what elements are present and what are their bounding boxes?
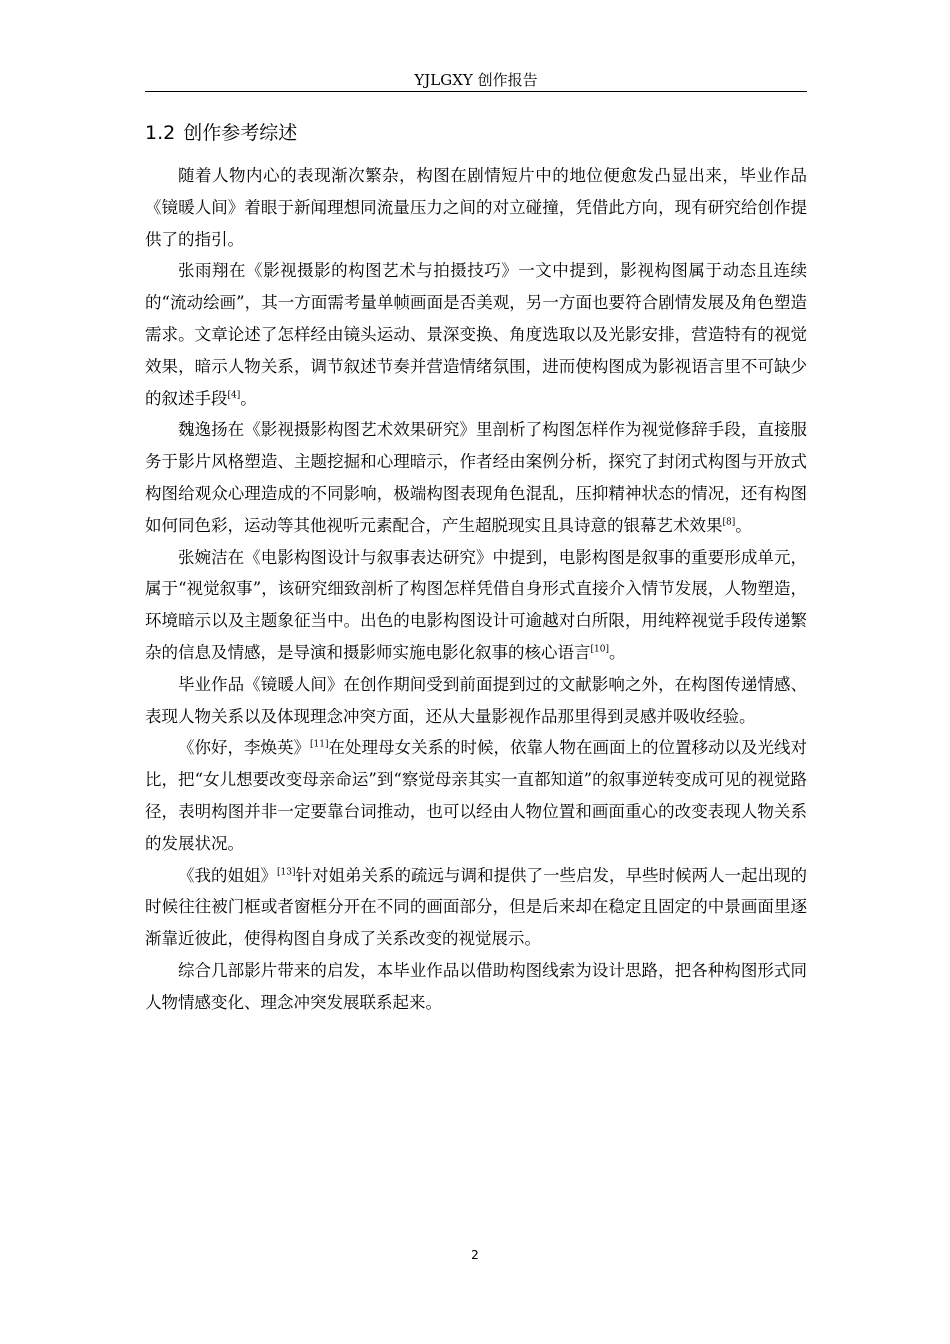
paragraph-text: 毕业作品《镜暖人间》在创作期间受到前面提到过的文献影响之外，在构图传递情感、表现人物关系以及体现理念冲突方面，还从大量影视作品那里得到灵感并吸收经验。 <box>145 674 807 726</box>
paragraph-tail: 。 <box>735 515 752 535</box>
paragraph-text: 综合几部影片带来的启发，本毕业作品以借助构图线索为设计思路，把各种构图形式同人物情感变化、理念冲突发展联系起来。 <box>145 960 807 1012</box>
section-heading <box>145 120 297 146</box>
paragraph <box>145 732 807 859</box>
paragraph <box>145 860 807 955</box>
paragraph-tail: 。 <box>608 642 626 662</box>
citation-ref: [11] <box>310 739 329 750</box>
film-title: 《我的姐姐》 <box>178 865 278 885</box>
paragraph <box>145 255 807 414</box>
citation-ref: [8] <box>722 517 736 528</box>
citation-ref: [4] <box>227 390 241 401</box>
paragraph-text: 针对姐弟关系的疏远与调和提供了一些启发，早些时候两人一起出现的时候往往被门框或者窗框分开在不同的画面部分，但是后来却在稳定且固定的中景画面里逐渐靠近彼此，使得构图自身成了关系改变的视觉展示。 <box>145 865 808 949</box>
paragraph <box>145 414 807 541</box>
paragraph <box>145 542 807 669</box>
paragraph-text: 在处理母女关系的时候，依靠人物在画面上的位置移动以及光线对比，把“女儿想要改变母亲命运”到“察觉母亲其实一直都知道”的叙事逆转变成可见的视觉路径，表明构图并非一定要靠台词推动，也可以经由人物位置和画面重心的改变表现人物关系的发展状况。 <box>145 738 808 853</box>
paragraph-tail: 。 <box>240 388 257 408</box>
paragraph-text: 魏逸扬在《影视摄影构图艺术效果研究》里剖析了构图怎样作为视觉修辞手段，直接服务于影片风格塑造、主题挖掘和心理暗示，作者经由案例分析，探究了封闭式构图与开放式构图给观众心理造成的不同影响，极端构图表现角色混乱，压抑精神状态的情况，还有构图如何同色彩，运动等其他视听元素配合，产生超脱现实且具诗意的银幕艺术效果 <box>145 420 807 535</box>
body-text <box>145 160 807 1019</box>
section-title: 创作参考综述 <box>183 122 298 144</box>
film-title: 《你好，李焕英》 <box>178 738 311 758</box>
section-number: 1.2 <box>145 122 176 144</box>
header-rule <box>145 91 807 92</box>
citation-ref: [10] <box>590 644 609 655</box>
paragraph-text: 张婉洁在《电影构图设计与叙事表达研究》中提到，电影构图是叙事的重要形成单元，属于“视觉叙事”，该研究细致剖析了构图怎样凭借自身形式直接介入情节发展，人物塑造，环境暗示以及主题象征当中。出色的电影构图设计可逾越对白所限，用纯粹视觉手段传递繁杂的信息及情感，是导演和摄影师实施电影化叙事的核心语言 <box>145 547 807 662</box>
citation-ref: [13] <box>277 867 296 878</box>
paragraph <box>145 669 807 733</box>
paragraph-text: 张雨翔在《影视摄影的构图艺术与拍摄技巧》一文中提到，影视构图属于动态且连续的“流动绘画”，其一方面需考量单帧画面是否美观，另一方面也要符合剧情发展及角色塑造需求。文章论述了怎样经由镜头运动、景深变换、角度选取以及光影安排，营造特有的视觉效果，暗示人物关系，调节叙述节奏并营造情绪氛围，进而使构图成为影视语言里不可缺少的叙述手段 <box>145 261 807 408</box>
paragraph <box>145 160 807 255</box>
page-number: 2 <box>471 1248 479 1262</box>
paragraph <box>145 955 807 1019</box>
paragraph-text: 随着人物内心的表现渐次繁杂，构图在剧情短片中的地位便愈发凸显出来，毕业作品《镜暖人间》着眼于新闻理想同流量压力之间的对立碰撞，凭借此方向，现有研究给创作提供了的指引。 <box>145 166 807 249</box>
running-header: YJLGXY 创作报告 <box>414 71 538 89</box>
